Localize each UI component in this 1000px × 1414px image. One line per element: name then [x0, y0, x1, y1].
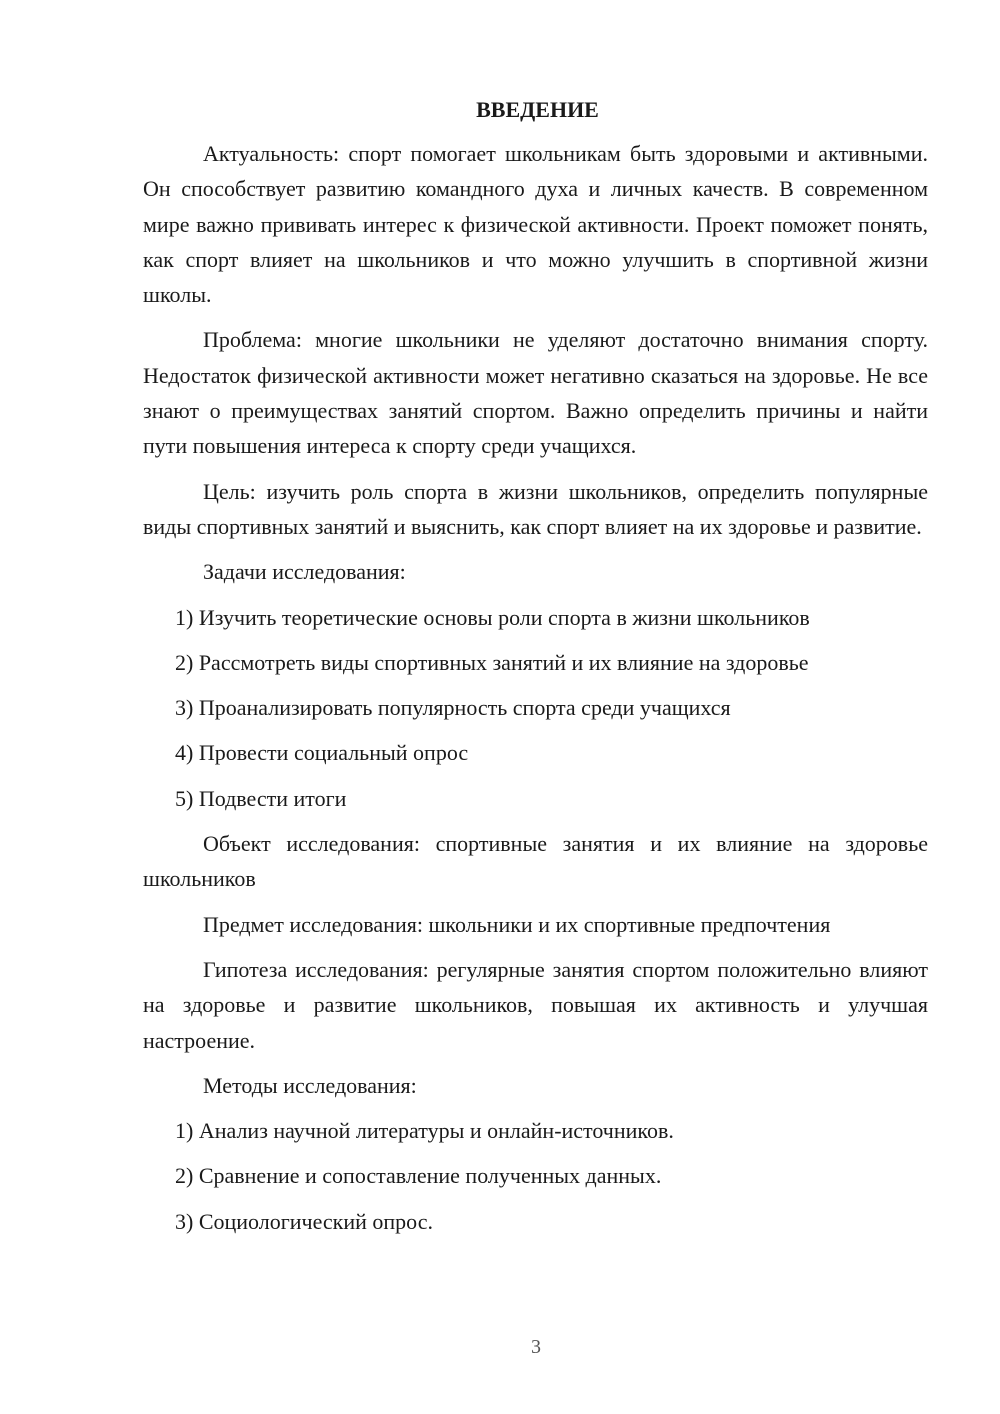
task-item: 3) Проанализировать популярность спорта среди учащихся [175, 695, 731, 721]
goal-paragraph: Цель: изучить роль спорта в жизни школьников, определить популярные виды спортивных занятий и выяснить, как спорт влияет на их здоровье и развитие. [143, 478, 928, 539]
tasks-heading: Задачи исследования: [203, 559, 406, 585]
task-item: 1) Изучить теоретические основы роли спорта в жизни школьников [175, 604, 810, 630]
object-paragraph: Объект исследования: спортивные занятия и их влияние на здоровье школьников [143, 831, 928, 892]
task-item: 5) Подвести итоги [175, 785, 347, 811]
section-title: ВВЕДЕНИЕ [476, 97, 599, 122]
task-item: 2) Рассмотреть виды спортивных занятий и их влияние на здоровье [175, 649, 809, 675]
problem-paragraph: Проблема: многие школьники не уделяют достаточно внимания спорту. Недостаток физической активности может негативно сказаться на здоровье. Не все знают о преимуществах занятий спортом. Важно определить причины и найти пути повышения интереса к спорту среди учащихся. [143, 327, 928, 459]
method-item: 3) Социологический опрос. [175, 1208, 433, 1234]
subject-paragraph: Предмет исследования: школьники и их спортивные предпочтения [203, 911, 831, 937]
page-content [143, 94, 928, 1249]
relevance-paragraph: Актуальность: спорт помогает школьникам быть здоровыми и активными. Он способствует развитию командного духа и личных качеств. В современном мире важно прививать интерес к физической активности. Проект поможет понять, как спорт влияет на школьников и что можно улучшить в спортивной жизни школы. [143, 141, 928, 308]
methods-heading: Методы исследования: [203, 1072, 417, 1098]
task-item: 4) Провести социальный опрос [175, 740, 469, 766]
method-item: 2) Сравнение и сопоставление полученных данных. [175, 1163, 662, 1189]
page-number: 3 [531, 1336, 541, 1358]
hypothesis-paragraph: Гипотеза исследования: регулярные занятия спортом положительно влияют на здоровье и развитие школьников, повышая их активность и улучшая настроение. [143, 956, 928, 1053]
method-item: 1) Анализ научной литературы и онлайн-источников. [175, 1118, 674, 1144]
